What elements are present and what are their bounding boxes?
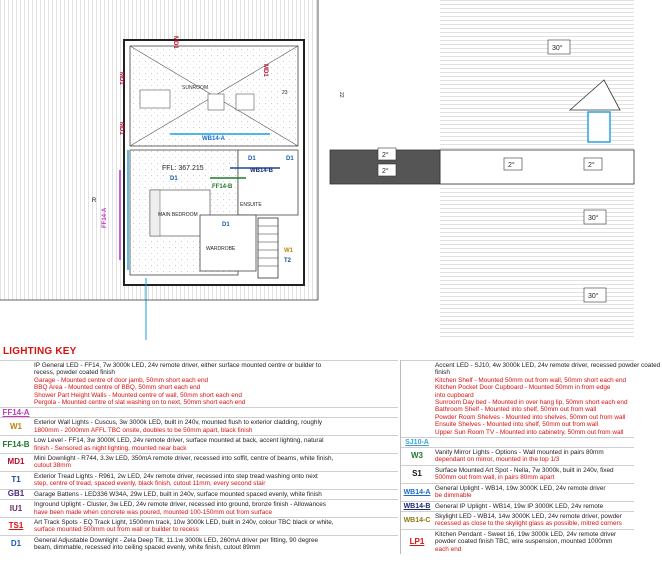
svg-text:D1: D1 [286,156,294,162]
key-description [433,512,624,529]
key-code: T1 [11,475,21,485]
key-code: IU1 [9,503,23,513]
svg-text:MD1: MD1 [118,122,124,135]
svg-text:MD1: MD1 [118,72,124,85]
key-description [32,454,335,471]
key-line: Ensuite Shelves - Mounted into shelf, 50mm out from wall [435,421,599,429]
marker-ff14a: FF14-A [102,207,108,228]
stairs [258,218,278,278]
key-row [401,447,634,465]
key-description [433,438,437,447]
key-code: WB14-A [403,488,431,496]
key-row [401,437,634,447]
key-code: S1 [412,469,422,479]
marker-s23: 23 [282,90,288,96]
key-description [32,408,36,417]
key-line: powder coated finish TBC, wire suspension, mounted 1000mm [435,538,613,546]
key-row [401,511,634,529]
marker-w1: W1 [284,248,293,254]
key-line: Exterior Tread Lights - R961, 2w LED, 24v remote driver, recessed into step tread washing onto next [34,472,318,480]
key-line: 1800mm - 2000mm AFFL TBC onsite, doubles to be 50mm apart, black finish [34,426,253,434]
key-row [0,471,398,489]
key-row [401,465,634,483]
key-description [32,361,323,407]
key-line: cutout 38mm [34,462,71,470]
key-description [32,472,320,489]
lighting-key-title: LIGHTING KEY [3,346,77,357]
key-line: General Adjustable Downlight - Zela Deep Tilt, 11.1w 3000k LED, 260mA driver per fitting, 90 degree [34,536,319,544]
key-code: GB1 [7,489,25,499]
key-code: WB14-C [403,516,431,524]
key-row [401,483,634,501]
key-line: Bathroom Shelf - Mounted into shelf, 50mm out from wall [435,406,597,414]
key-description [32,518,336,535]
key-line: have been made when concrete was poured, mounted 100-150mm out from surface [34,508,273,516]
key-description [32,490,324,499]
roof-angle-label: 30° [588,293,599,300]
key-line: be dimmable [435,492,472,500]
marker-md1: MD1 [172,36,178,49]
key-line: Garage - Mounted centre of door jamb, 50mm short each end [34,376,209,384]
key-line: beam, dimmable, recessed into ceiling spaced evenly, white finish, cutout 89mm [34,544,261,552]
key-line: into cupboard [435,391,474,399]
key-row [0,517,398,535]
key-description [433,530,618,554]
key-line: Powder Room Shelves - Mounted into shelves, 50mm out from wall [435,413,626,421]
key-line: step, centre of tread, spaced evenly, black finish, cutout 11mm, every second stair [34,480,266,488]
svg-text:D1: D1 [170,176,178,182]
key-line: Art Track Spots - EQ Track Light, 1500mm track, 10w 3000k LED, built in 240v, colour TBC black or white, [34,518,334,526]
key-line: General Uplight - WB14, 19w 3000K LED, 24v remote driver [435,484,606,492]
key-line: Inground Uplight - Cluster, 3w LED, 24v remote driver, recessed into ground, bronze finish - Allowances [34,501,326,509]
key-code [401,361,433,437]
key-line: Kitchen Shelf - Mounted 50mm out from wall, 50mm short each end [435,376,627,384]
marker-r: R [92,198,97,204]
room-label-main-bedroom: MAIN BEDROOM [158,212,198,218]
roof-angle-label: 30° [552,45,563,52]
key-code: FF14-A [2,407,30,417]
key-row [401,501,634,511]
marker-wb14b: WB14-B [250,168,274,174]
key-line: finish [435,369,450,377]
key-line: Upper Sun Room TV - Mounted into cabinetry, 50mm out from wall [435,428,624,436]
roof-angle-label: 30° [588,215,599,222]
marker-wb14a: WB14-A [202,136,226,142]
room-label-ensuite: ENSUITE [240,202,262,208]
key-description [433,448,606,465]
svg-text:MD1: MD1 [262,64,268,77]
slope-label: 2° [382,168,389,175]
key-line: IP General LED - FF14, 7w 3000k LED, 24v remote driver, either surface mounted centre or builder to [34,362,322,369]
key-line: Garage Battens - LED336 W34A, 29w LED, built in 240v, surface mounted spaced evenly, white finish [34,490,322,498]
key-line: surface mounted 500mm out from wall or builder to recess [34,526,199,534]
key-line: Accent LED - SJ10, 4w 3000k LED, 24v remote driver, recessed powder coated [435,362,661,369]
key-code: W3 [411,451,423,461]
key-line: recess, powder coated finish [34,369,115,377]
key-code: FF14-B [2,439,30,449]
key-code: WB14-B [403,502,431,510]
key-code: W1 [10,421,22,431]
key-line: recessed as close to the skylight glass as possible, mitred corners [435,520,622,528]
key-line: 500mm out from wall, in pairs 80mm apart [435,474,555,482]
key-row [0,489,398,499]
key-code: LP1 [409,536,425,546]
sofa-left [140,90,170,108]
key-line: Skylight LED - WB14, 14w 3000K LED, 24v remote driver, powder [435,512,622,520]
key-description [32,418,324,435]
key-row [0,535,398,553]
key-line: Low Level - FF14, 3w 3000K LED, 24v remote driver, surface mounted at back, accent lighting, natural [34,437,324,445]
key-line: dependant on mirror, mounted in the top 1/3 [435,456,560,464]
key-code: SJ10-A [405,439,429,447]
key-line: Surface Mounted Art Spot - Nella, 7w 3000k, built in 240v, fixed [435,466,614,474]
key-line: Kitchen Pocket Door Cupboard - Mounted 50mm in from edge [435,384,611,392]
key-line: Kitchen Pendant - Sweet 16, 19w 3000k LED, 24v remote driver [435,530,617,538]
room-label-sunroom: SUNROOM [182,85,209,91]
key-code: D1 [10,539,22,549]
chair-right [236,94,254,110]
marker-d1: D1 [248,156,256,162]
slope-label: 2° [382,152,389,159]
key-row [401,529,634,554]
key-description [32,500,328,517]
slope-label: 2° [508,162,515,169]
key-description [32,436,326,453]
key-code: TS1 [8,521,24,531]
key-description [433,466,616,483]
key-row [0,407,398,417]
marker-s22: 22 [338,92,344,98]
lighting-key-left-column [0,360,398,553]
key-row [401,360,661,437]
key-line: finish - Sensored as night lighting, mounted near back [34,444,187,452]
key-line: Shower Part Height Walls - Mounted centre of wall, 50mm short each end [34,391,242,399]
key-code: MD1 [7,457,25,467]
lighting-key-right-column [400,360,661,554]
key-row [0,360,398,407]
key-row [0,417,398,435]
key-line: General IP Uplight - WB14, 19w IP 3000K LED, 24v remote [435,502,604,510]
slope-label: 2° [588,162,595,169]
key-line: Sunroom Day bed - Mounted in over hang lip, 50mm short each end [435,399,628,407]
key-line: Exterior Wall Lights - Cuscus, 3w 3000k LED, built in 240v, mounted flush to exterior cladding, roughly [34,419,323,427]
key-line: BBQ Area - Mounted centre of BBQ, 50mm short each end [34,384,201,392]
key-row [0,435,398,453]
key-code [0,361,32,407]
key-description [433,484,608,501]
key-description [433,361,662,437]
key-row [0,453,398,471]
key-line: Pergola - Mounted centre of slat washing on to next, 50mm short each end [34,399,246,407]
table-centre [208,94,224,110]
room-label-wardrobe: WARDROBE [206,246,236,252]
ffl-label: FFL: 367.215 [162,165,204,172]
key-line: Mini Downlight - R744, 3.3w LED, 350mA remote driver, recessed into soffit, centre of beams, white finish, [34,455,334,463]
key-line: Vanity Mirror Lights - Options - Wall mounted in pairs 80mm [435,449,604,457]
key-description [32,536,320,553]
key-line: each end [435,545,462,553]
key-row [0,499,398,517]
svg-text:D1: D1 [222,222,230,228]
marker-ff14b: FF14-B [212,184,233,190]
key-description [433,502,605,511]
marker-t2: T2 [284,258,292,264]
